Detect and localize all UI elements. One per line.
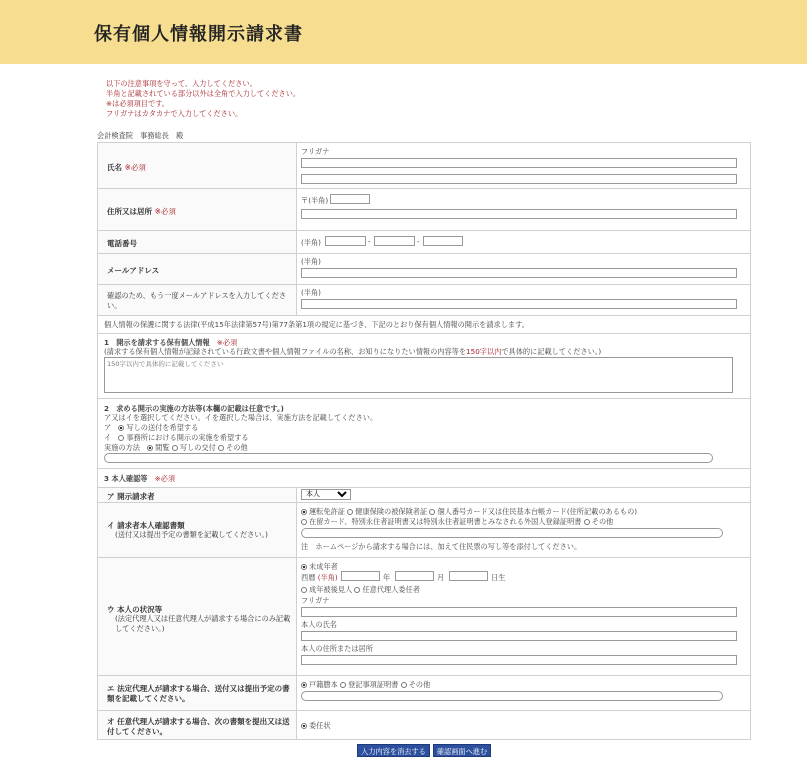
- radio-family-register[interactable]: [301, 682, 307, 688]
- furigana-label: フリガナ: [301, 147, 330, 156]
- page-title: 保有個人情報開示請求書: [94, 24, 303, 45]
- instructions: [106, 79, 300, 119]
- radio-office-disclosure[interactable]: [118, 435, 124, 441]
- char-limit: 150字以内: [466, 347, 502, 356]
- phone-part1-input[interactable]: [325, 236, 366, 246]
- clear-button[interactable]: 入力内容を消去する: [357, 744, 430, 757]
- required-mark: ※必須: [216, 338, 238, 347]
- method-other-input[interactable]: [104, 453, 713, 463]
- id-document-note: (送付又は提出予定の書類を記載してください。): [115, 530, 268, 539]
- birth-month-input[interactable]: [395, 571, 434, 581]
- statement-row: [98, 316, 750, 334]
- birth-day-input[interactable]: [449, 571, 488, 581]
- address-row: [98, 189, 750, 231]
- section3-row: [98, 469, 750, 488]
- name-row: [98, 143, 750, 189]
- request-form: [97, 142, 751, 740]
- radio-method-view[interactable]: [147, 445, 153, 451]
- email-confirm-input[interactable]: [301, 299, 737, 309]
- birth-year-input[interactable]: [341, 571, 380, 581]
- legal-statement: 個人情報の保護に関する法律(平成15年法律第57号)第77条第1項の規定に基づき、下記のとおり保有個人情報の開示を請求します。: [104, 320, 529, 329]
- section2-row: 2 求める開示の実施の方法等(本欄の記載は任意です。) ア又はイを選択してください。イを選択した場合は、実施方法を記載してください。 ア 写しの送付を希望する イ 事務所における開示の実施を希望する 実施の方法 閲覧 写しの交付 その他: [98, 399, 750, 469]
- required-mark: ※必須: [124, 163, 146, 172]
- half-width-note: (半角): [301, 288, 321, 297]
- radio-id-other[interactable]: [584, 519, 590, 525]
- person-status-row: ウ 本人の状況等 (法定代理人又は任意代理人が請求する場合にのみ記載してください。) 未成年者 西暦 (半角) 年 月 日生 成年被後見人 任意代理人委任者 フリガナ 本人の氏名 本人の住所または居所: [98, 558, 750, 676]
- radio-method-other[interactable]: [218, 445, 224, 451]
- radio-method-copy[interactable]: [172, 445, 178, 451]
- person-furigana-label: フリガナ: [301, 596, 330, 605]
- name-input[interactable]: [301, 174, 737, 184]
- radio-mynumber-card[interactable]: [429, 509, 435, 515]
- required-mark: ※必須: [154, 207, 176, 216]
- half-width-note: (半角): [301, 257, 321, 266]
- instruction-line: フリガナはカタカナで入力してください。: [106, 109, 243, 118]
- person-furigana-input[interactable]: [301, 607, 737, 617]
- phone-part2-input[interactable]: [374, 236, 415, 246]
- radio-minor[interactable]: [301, 564, 307, 570]
- section1-title: 1 開示を請求する保有個人情報: [104, 338, 210, 347]
- voluntary-agent-label: オ 任意代理人が請求する場合、次の書類を提出又は送付してください。: [107, 717, 290, 736]
- phone-row: 電話番号 (半角) - -: [98, 231, 750, 254]
- legal-other-input[interactable]: [301, 691, 723, 701]
- id-document-row: イ 請求者本人確認書類 (送付又は提出予定の書類を記載してください。) 運転免許証 健康保険の被保険者証 個人番号カード又は住民基本台帳カード(住所記載のあるもの) 在留カード、特別永住者証明書又は特別永住者証明書とみなされる外国人登録証明書 その他 注 ホームページから請求する場合には、加えて住民票の写し等を添付してください。: [98, 503, 750, 558]
- section1-description: (請求する保有個人情報が記録されている行政文書や個人情報ファイルの名称、お知りになりたい情報の内容等を: [104, 347, 467, 356]
- address-label: 住所又は居所: [107, 207, 152, 216]
- section2-title: 2 求める開示の実施の方法等(本欄の記載は任意です。): [104, 404, 284, 413]
- radio-health-insurance[interactable]: [347, 509, 353, 515]
- half-width-note: (半角): [301, 238, 321, 247]
- person-status-note: (法定代理人又は任意代理人が請求する場合にのみ記載してください。): [115, 614, 291, 633]
- radio-drivers-license[interactable]: [301, 509, 307, 515]
- phone-part3-input[interactable]: [423, 236, 463, 246]
- postal-code-input[interactable]: [330, 194, 370, 204]
- id-caution: 注 ホームページから請求する場合には、加えて住民票の写し等を添付してください。: [301, 542, 582, 551]
- name-label: 氏名: [107, 163, 122, 172]
- furigana-input[interactable]: [301, 158, 737, 168]
- section2-description: ア又はイを選択してください。イを選択した場合は、実施方法を記載してください。: [104, 413, 378, 422]
- instruction-line: ※は必須項目です。: [106, 99, 169, 108]
- postal-label: 〒(半角): [301, 196, 329, 205]
- confirm-button[interactable]: 確認画面へ進む: [433, 744, 491, 757]
- email-row: [98, 254, 750, 285]
- requester-row: [98, 488, 750, 503]
- email-confirm-label: 確認のため、もう一度メールアドレスを入力してください。: [107, 291, 287, 310]
- radio-power-of-attorney[interactable]: [301, 723, 307, 729]
- section1-row: 1 開示を請求する保有個人情報 ※必須 (請求する保有個人情報が記録されている行政文書や個人情報ファイルの名称、お知りになりたい情報の内容等を150字以内で具体的に記載してください。) 150字以内で具体的に記載してください: [98, 334, 750, 399]
- voluntary-agent-row: オ 任意代理人が請求する場合、次の書類を提出又は送付してください。 委任状: [98, 711, 750, 740]
- legal-agent-label: エ 法定代理人が請求する場合、送付又は提出予定の書類を記載してください。: [107, 684, 290, 703]
- person-address-input[interactable]: [301, 655, 737, 665]
- email-confirm-row: [98, 285, 750, 316]
- person-name-label: 本人の氏名: [301, 620, 337, 629]
- person-status-label: ウ 本人の状況等: [107, 605, 163, 614]
- email-input[interactable]: [301, 268, 737, 278]
- instruction-line: 半角と記載されている部分以外は全角で入力してください。: [106, 89, 301, 98]
- required-mark: ※必須: [154, 474, 176, 483]
- page-header: [0, 0, 807, 64]
- addressee: 会計検査院 事務総長 殿: [97, 131, 184, 140]
- person-name-input[interactable]: [301, 631, 737, 641]
- email-label: メールアドレス: [107, 266, 160, 275]
- radio-adult-ward[interactable]: [301, 587, 307, 593]
- instruction-line: 以下の注意事項を守って、入力してください。: [106, 79, 257, 88]
- radio-legal-other[interactable]: [401, 682, 407, 688]
- address-input[interactable]: [301, 209, 737, 219]
- section3-title: 3 本人確認等: [104, 474, 148, 483]
- id-document-label: イ 請求者本人確認書類: [107, 521, 185, 530]
- requester-label: ア 開示請求者: [107, 492, 155, 501]
- legal-agent-row: エ 法定代理人が請求する場合、送付又は提出予定の書類を記載してください。 戸籍謄本 登記事項証明書 その他: [98, 676, 750, 711]
- person-address-label: 本人の住所または居所: [301, 644, 373, 653]
- radio-send-copy[interactable]: [118, 425, 124, 431]
- requester-select[interactable]: [301, 489, 351, 500]
- radio-registry-certificate[interactable]: [340, 682, 346, 688]
- radio-agent-principal[interactable]: [354, 587, 360, 593]
- id-other-input[interactable]: [301, 528, 723, 538]
- radio-residence-card[interactable]: [301, 519, 307, 525]
- phone-label: 電話番号: [107, 239, 137, 248]
- requested-info-textarea[interactable]: [104, 357, 733, 393]
